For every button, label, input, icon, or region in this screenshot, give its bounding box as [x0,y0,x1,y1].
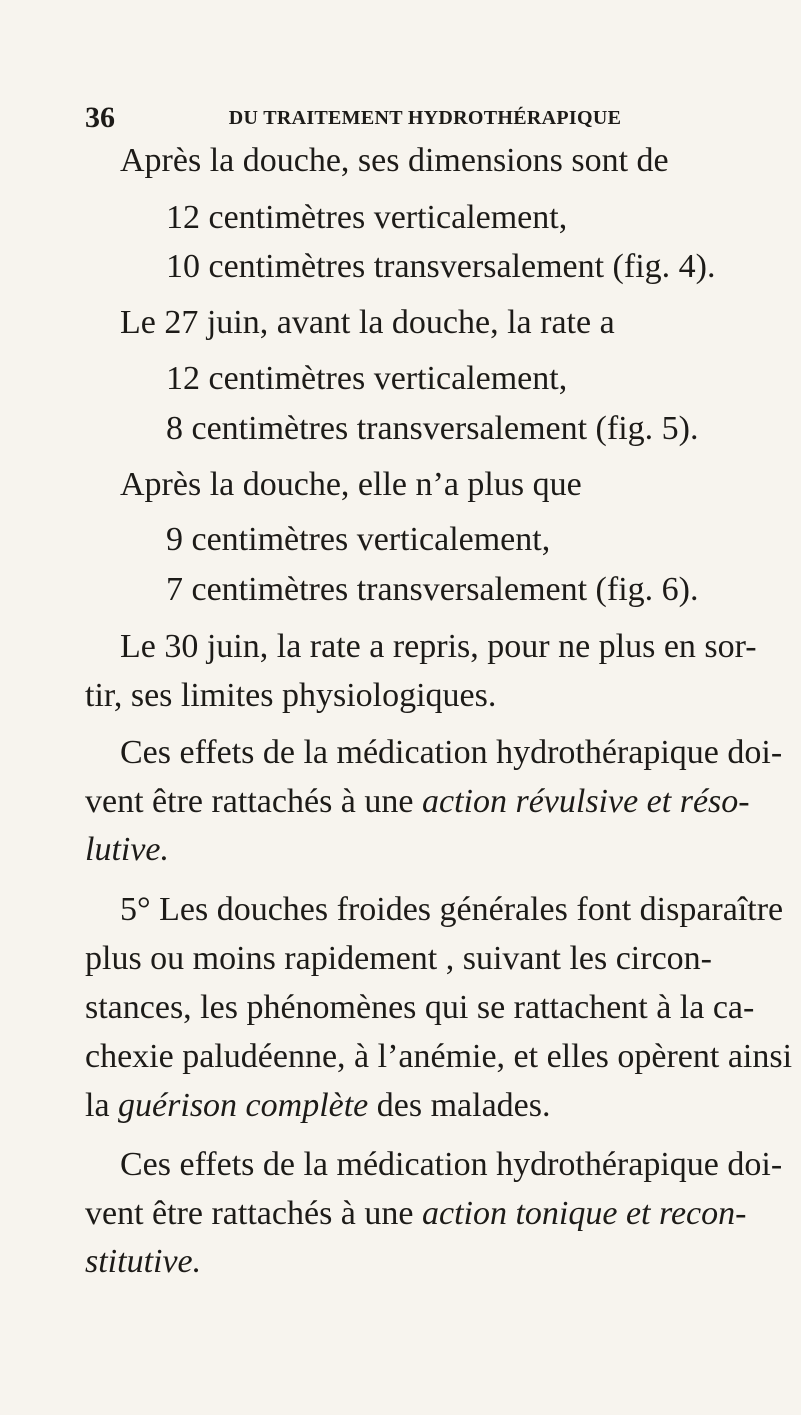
text-line: 9 centimètres verticalement, [166,521,551,558]
text-line: chexie paludéenne, à l’anémie, et elles opèrent ainsi [85,1038,793,1075]
italic-text-run: action tonique et recon- [421,1195,747,1232]
text-line [85,781,750,823]
text-line: tir, ses limites physiologiques. [85,677,497,714]
text-line: 10 centimètres transversalement (fig. 4). [166,248,716,285]
text-line: Le 27 juin, avant la douche, la rate a [120,304,615,341]
text-line: 12 centimètres verticalement, [166,199,568,236]
text-run: la [85,1087,119,1124]
text-run: vent être rattachés à une [85,1195,422,1232]
text-line: Après la douche, ses dimensions sont de [120,142,669,179]
text-line: 8 centimètres transversalement (fig. 5). [166,410,699,447]
page-number: 36 [85,101,115,134]
text-line: 12 centimètres verticalement, [166,360,568,397]
text-line: stances, les phénomènes qui se rattachent à la ca- [85,989,755,1026]
text-line: Ces effets de la médication hydrothérapique doi- [120,1146,783,1183]
text-line: Le 30 juin, la rate a repris, pour ne plus en sor- [120,628,757,665]
italic-text-line: stitutive. [85,1243,202,1280]
text-line: Ces effets de la médication hydrothérapique doi- [120,734,783,771]
text-run: vent être rattachés à une [85,783,422,820]
text-line [85,1085,550,1127]
italic-text-line: lutive. [85,831,170,868]
text-line: 7 centimètres transversalement (fig. 6). [166,571,699,608]
text-line [85,1193,746,1235]
text-line: plus ou moins rapidement , suivant les circon- [85,940,712,977]
italic-text-run: guérison complète [118,1087,369,1124]
text-line: Après la douche, elle n’a plus que [120,466,582,503]
text-line: 5° Les douches froides générales font disparaître [120,891,784,928]
running-title: DU TRAITEMENT HYDROTHÉRAPIQUE [228,107,622,129]
running-head [85,100,725,136]
text-run: des malades. [368,1087,551,1124]
italic-text-run: action révulsive et réso- [421,783,750,820]
